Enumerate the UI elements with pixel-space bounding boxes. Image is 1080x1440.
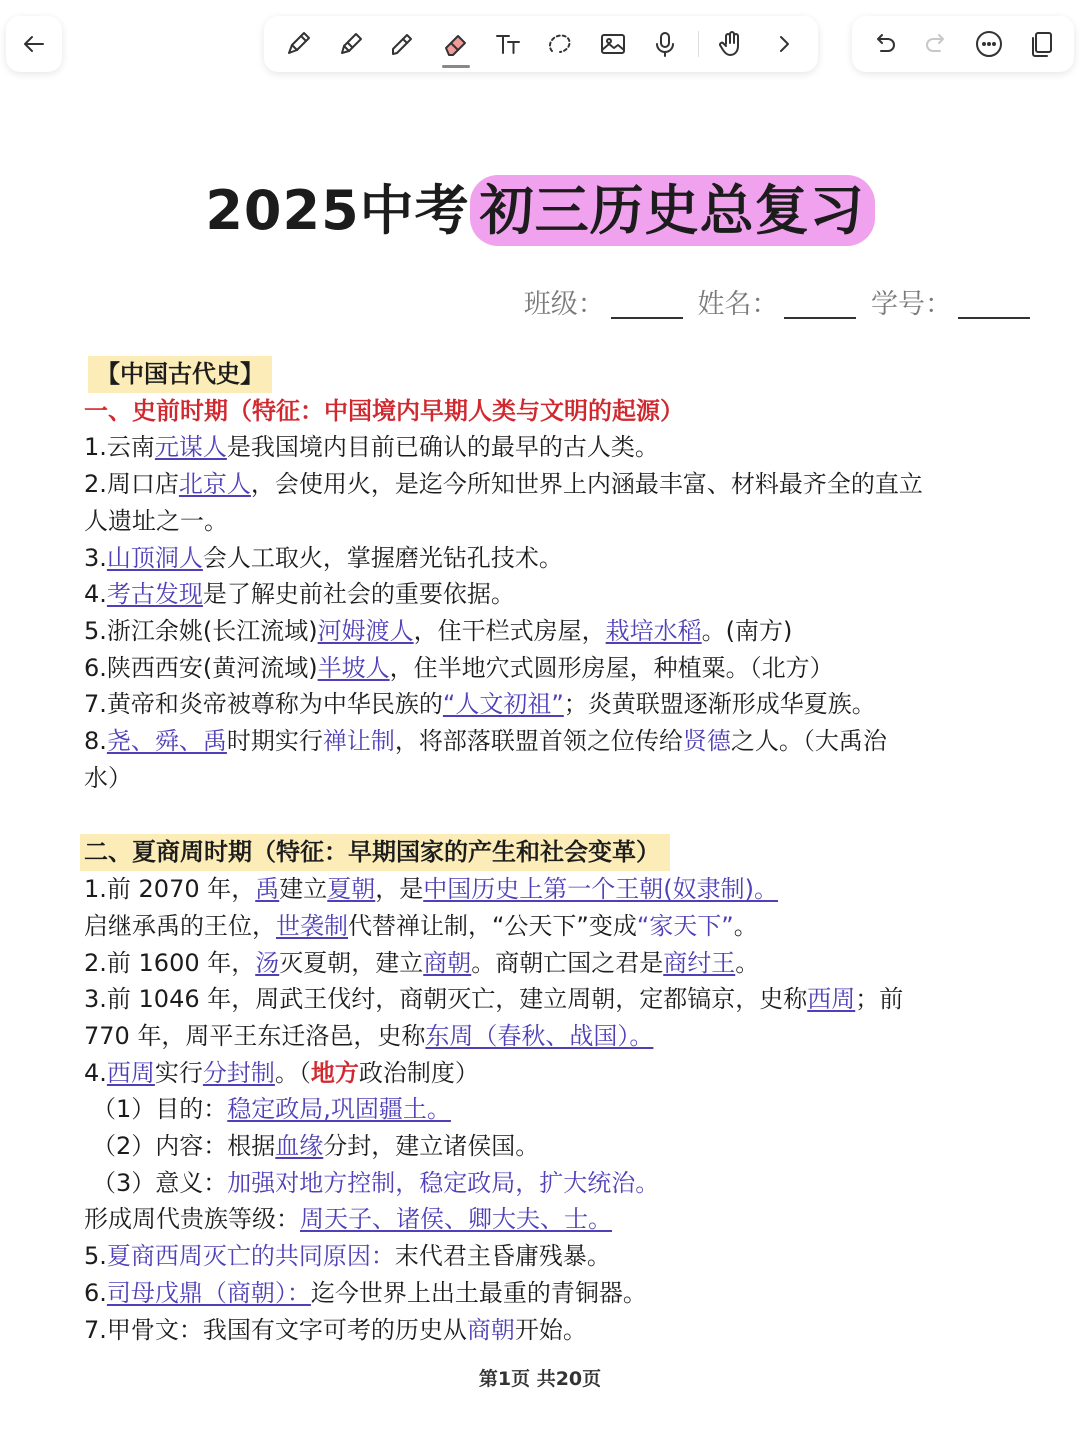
- s1-line-8-cont: 水）: [84, 763, 132, 792]
- highlighter-icon[interactable]: [383, 24, 423, 64]
- s2-point-2: （2）内容：根据血缘分封，建立诸侯国。: [92, 1132, 540, 1161]
- s1-line-2-cont: 人遗址之一。: [84, 506, 228, 535]
- back-button[interactable]: [6, 16, 62, 72]
- id-label: 学号：: [871, 289, 952, 320]
- class-blank: [611, 317, 683, 319]
- s1-line-7: 7.黄帝和炎帝被尊称为中华民族的“人文初祖”；炎黄联盟逐渐形成华夏族。: [84, 690, 876, 719]
- title-highlight: 初三历史总复习: [470, 175, 875, 246]
- section-gap: [84, 796, 1004, 834]
- drawing-tools-bar: [264, 16, 818, 72]
- name-blank: [784, 317, 856, 319]
- history-actions-bar: [852, 16, 1074, 72]
- pen-icon[interactable]: [278, 24, 318, 64]
- s2-line-2: 2.前 1600 年，汤灭夏朝，建立商朝。商朝亡国之君是商纣王。: [84, 948, 760, 977]
- s2-line-1: 1.前 2070 年，禹建立夏朝，是中国历史上第一个王朝(奴隶制)。: [84, 875, 778, 904]
- section-tag: 【中国古代史】: [88, 356, 272, 393]
- section1-heading: 一、史前时期（特征：中国境内早期人类与文明的起源）: [84, 396, 684, 425]
- s1-line-4: 4.考古发现是了解史前社会的重要依据。: [84, 580, 515, 609]
- more-icon[interactable]: [969, 24, 1009, 64]
- pages-icon[interactable]: [1022, 24, 1062, 64]
- pencil-icon[interactable]: [331, 24, 371, 64]
- name-label: 姓名：: [697, 289, 779, 320]
- page-content: [84, 356, 1004, 1348]
- arrow-left-icon[interactable]: [14, 24, 54, 64]
- s2-line-1b: 启继承禹的王位，世袭制代替禅让制，“公天下”变成“家天下”。: [84, 911, 758, 940]
- toolbar-separator: [698, 31, 699, 57]
- s1-line-5: 5.浙江余姚(长江流域)河姆渡人，住干栏式房屋，栽培水稻。(南方): [84, 616, 793, 645]
- s2-line-7: 7.甲骨文：我国有文字可考的历史从商朝开始。: [84, 1315, 587, 1344]
- s2-line-4: 4.西周实行分封制。（地方政治制度）: [84, 1058, 479, 1087]
- s2-point-3: （3）意义：加强对地方控制，稳定政局，扩大统治。: [92, 1168, 660, 1197]
- image-icon[interactable]: [593, 24, 633, 64]
- s2-line-5: 5.夏商西周灭亡的共同原因：末代君主昏庸残暴。: [84, 1242, 611, 1271]
- s2-point-1: （1）目的：稳定政局,巩固疆土。: [92, 1095, 451, 1124]
- s2-line-6: 6.司母戊鼎（商朝）：迄今世界上出土最重的青铜器。: [84, 1278, 647, 1307]
- page-indicator: 第1页 共20页: [478, 1368, 602, 1390]
- undo-icon[interactable]: [864, 24, 904, 64]
- hand-icon[interactable]: [711, 24, 751, 64]
- s1-line-2: 2.周口店北京人，会使用火，是迄今所知世界上内涵最丰富、材料最齐全的直立: [84, 470, 923, 499]
- s1-line-3: 3.山顶洞人会人工取火，掌握磨光钻孔技术。: [84, 543, 563, 572]
- title-prefix: 2025中考: [205, 179, 470, 242]
- chevron-right-icon[interactable]: [764, 24, 804, 64]
- s1-line-1: 1.云南元谋人是我国境内目前已确认的最早的古人类。: [84, 433, 659, 462]
- page-title: [0, 168, 1080, 245]
- section2-heading: 二、夏商周时期（特征：早期国家的产生和社会变革）: [80, 834, 670, 871]
- s2-line-3b: 770 年，周平王东迁洛邑，史称东周（春秋、战国）。: [84, 1021, 654, 1050]
- eraser-icon[interactable]: [436, 24, 476, 64]
- lasso-icon[interactable]: [540, 24, 580, 64]
- class-label: 班级：: [523, 289, 605, 320]
- text-icon[interactable]: [488, 24, 528, 64]
- s1-line-6: 6.陕西西安(黄河流域)半坡人，住半地穴式圆形房屋，种植粟。（北方）: [84, 653, 834, 682]
- s2-line-3: 3.前 1046 年，周武王伐纣，商朝灭亡，建立周朝，定都镐京，史称西周；前: [84, 985, 904, 1014]
- redo-icon[interactable]: [917, 24, 957, 64]
- student-info-fields: [524, 282, 1036, 321]
- id-blank: [958, 317, 1030, 319]
- microphone-icon[interactable]: [645, 24, 685, 64]
- s1-line-8: 8.尧、舜、禹时期实行禅让制，将部落联盟首领之位传给贤德之人。（大禹治: [84, 727, 887, 756]
- s2-rank-line: 形成周代贵族等级：周天子、诸侯、卿大夫、士。: [84, 1205, 612, 1234]
- editor-toolbar: [0, 0, 1080, 92]
